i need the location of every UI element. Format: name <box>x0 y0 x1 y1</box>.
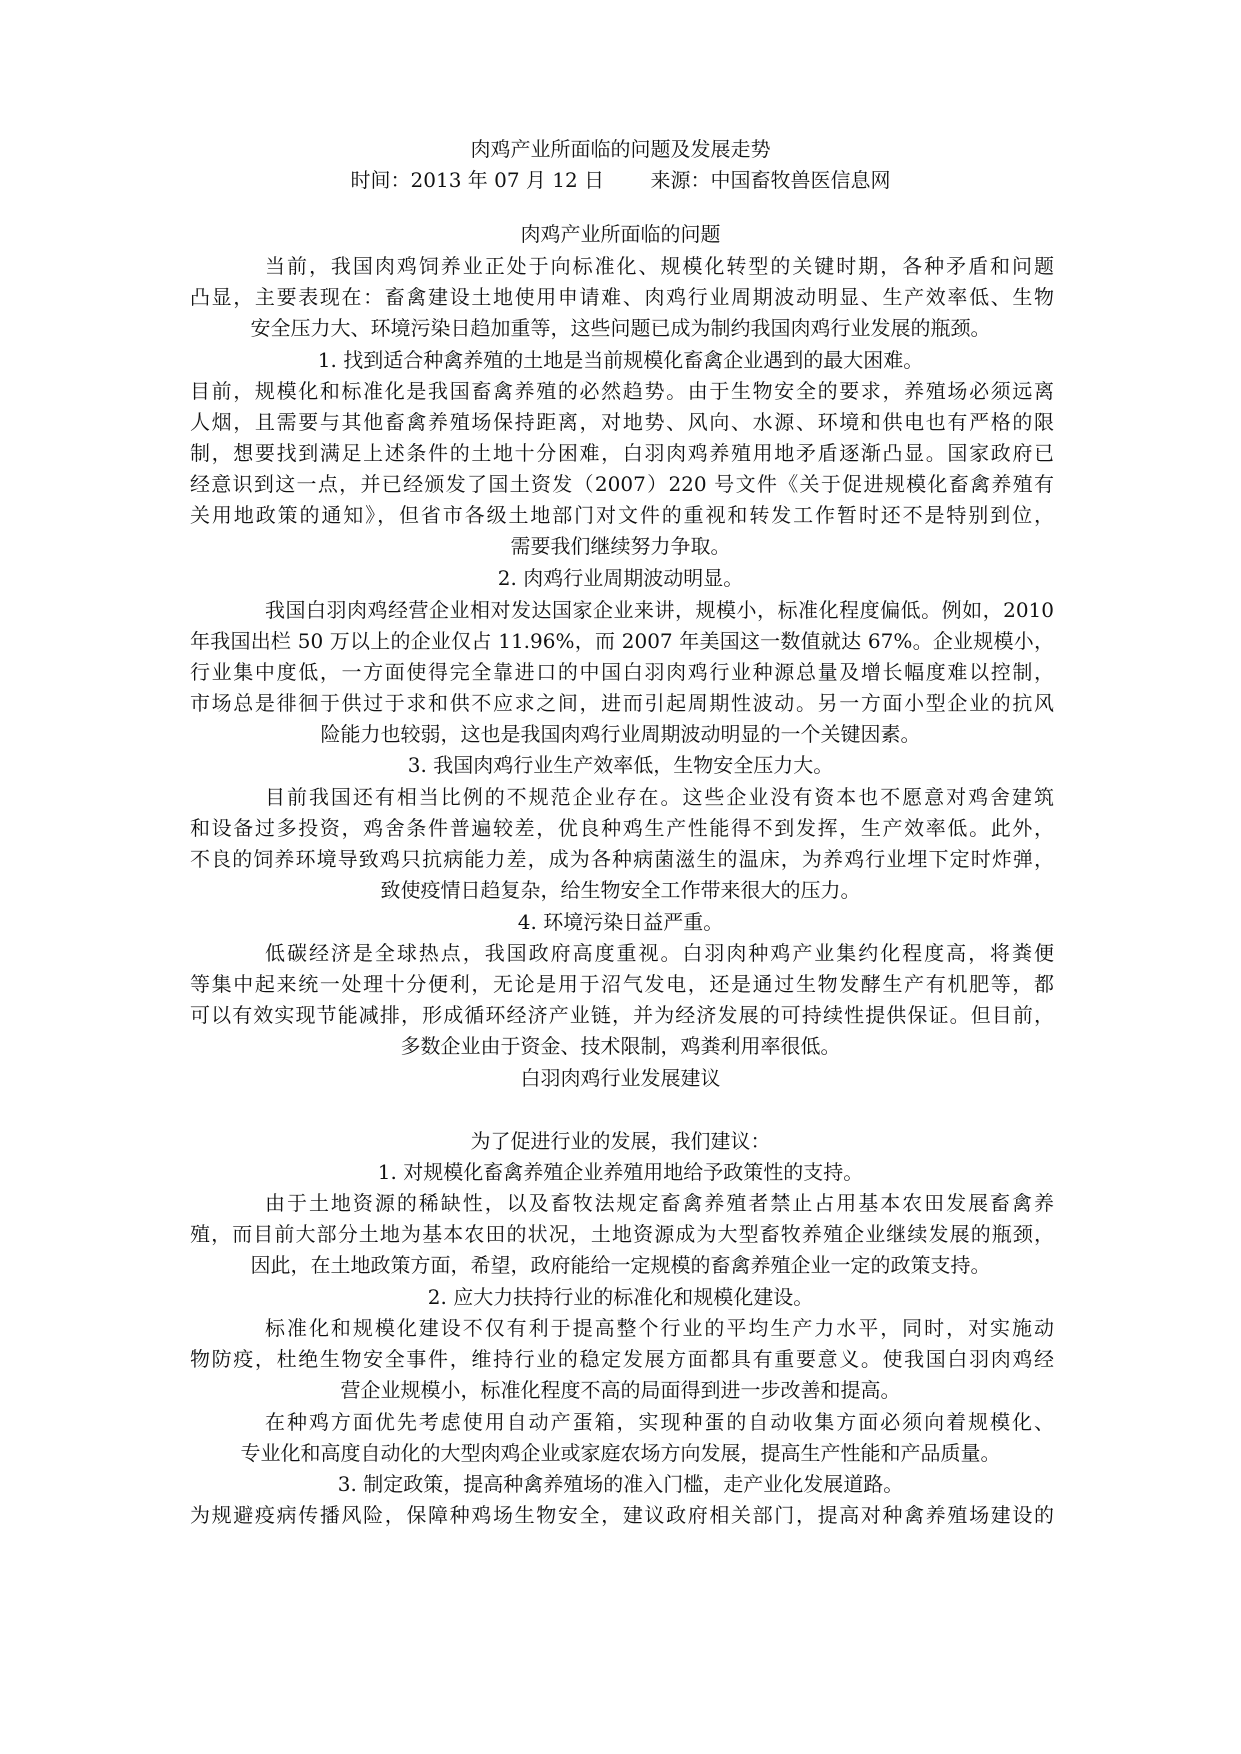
problem-2-heading: 2. 肉鸡行业周期波动明显。 <box>497 566 744 590</box>
suggestion-3-heading: 3. 制定政策，提高种禽养殖场的准入门槛，走产业化发展道路。 <box>337 1472 904 1496</box>
problem-3-line: 致使疫情日趋复杂，给生物安全工作带来很大的压力。 <box>380 878 861 902</box>
problem-1-line: 经意识到这一点，并已经颁发了国土资发（2007）220 号文件《关于促进规模化畜禽养殖有 <box>190 472 1054 496</box>
problem-2-line: 我国白羽肉鸡经营企业相对发达国家企业来讲，规模小，标准化程度偏低。例如，2010 <box>265 598 1054 622</box>
intro-line: 安全压力大、环境污染日趋加重等，这些问题已成为制约我国肉鸡行业发展的瓶颈。 <box>250 316 991 340</box>
problem-3-line: 和设备过多投资，鸡舍条件普遍较差，优良种鸡生产性能得不到发挥，生产效率低。此外， <box>190 816 1054 840</box>
suggestions-intro: 为了促进行业的发展，我们建议： <box>470 1129 771 1153</box>
suggestion-1-heading: 1. 对规模化畜禽养殖企业养殖用地给予政策性的支持。 <box>377 1160 864 1184</box>
problem-4-line: 等集中起来统一处理十分便利，无论是用于沼气发电，还是通过生物发酵生产有机肥等，都 <box>190 972 1054 996</box>
problem-2-line: 市场总是徘徊于供过于求和供不应求之间，进而引起周期性波动。另一方面小型企业的抗风 <box>190 691 1054 715</box>
problem-1-line: 目前，规模化和标准化是我国畜禽养殖的必然趋势。由于生物安全的要求，养殖场必须远离 <box>190 379 1054 403</box>
problem-3-line: 目前我国还有相当比例的不规范企业存在。这些企业没有资本也不愿意对鸡舍建筑 <box>265 785 1054 809</box>
problem-4-line: 多数企业由于资金、技术限制，鸡粪利用率很低。 <box>400 1034 841 1058</box>
suggestion-2b-line: 专业化和高度自动化的大型肉鸡企业或家庭农场方向发展，提高生产性能和产品质量。 <box>240 1441 1001 1465</box>
problem-4-line: 低碳经济是全球热点，我国政府高度重视。白羽肉种鸡产业集约化程度高，将粪便 <box>265 941 1054 965</box>
document-title: 肉鸡产业所面临的问题及发展走势 <box>470 137 771 161</box>
problem-1-line: 制，想要找到满足上述条件的土地十分困难，白羽肉鸡养殖用地矛盾逐渐凸显。国家政府已 <box>190 441 1054 465</box>
problem-3-line: 不良的饲养环境导致鸡只抗病能力差，成为各种病菌滋生的温床，为养鸡行业埋下定时炸弹， <box>190 847 1054 871</box>
suggestion-2-line: 标准化和规模化建设不仅有利于提高整个行业的平均生产力水平，同时，对实施动 <box>265 1316 1054 1340</box>
problem-2-line: 险能力也较弱，这也是我国肉鸡行业周期波动明显的一个关键因素。 <box>320 722 921 746</box>
problem-3-heading: 3. 我国肉鸡行业生产效率低，生物安全压力大。 <box>407 753 834 777</box>
problem-2-line: 行业集中度低，一方面使得完全靠进口的中国白羽肉鸡行业种源总量及增长幅度难以控制， <box>190 660 1054 684</box>
suggestion-2b-line: 在种鸡方面优先考虑使用自动产蛋箱，实现种蛋的自动收集方面必须向着规模化、 <box>265 1410 1054 1434</box>
suggestion-2-heading: 2. 应大力扶持行业的标准化和规模化建设。 <box>427 1285 814 1309</box>
problem-4-heading: 4. 环境污染日益严重。 <box>517 910 724 934</box>
problem-1-line: 人烟，且需要与其他畜禽养殖场保持距离，对地势、风向、水源、环境和供电也有严格的限 <box>190 410 1054 434</box>
problem-4-line: 可以有效实现节能减排，形成循环经济产业链，并为经济发展的可持续性提供保证。但目前， <box>190 1003 1054 1027</box>
problem-1-line: 需要我们继续努力争取。 <box>510 534 731 558</box>
meta-line: 时间：2013 年 07 月 12 日 来源：中国畜牧兽医信息网 <box>350 168 891 192</box>
suggestion-1-line: 由于土地资源的稀缺性，以及畜牧法规定畜禽养殖者禁止占用基本农田发展畜禽养 <box>265 1191 1054 1215</box>
section-heading-suggestions: 白羽肉鸡行业发展建议 <box>520 1066 721 1090</box>
suggestion-1-line: 因此，在土地政策方面，希望，政府能给一定规模的畜禽养殖企业一定的政策支持。 <box>250 1253 991 1277</box>
problem-2-line: 年我国出栏 50 万以上的企业仅占 11.96%，而 2007 年美国这一数值就达 67%。企业规模小， <box>190 629 1054 653</box>
intro-line: 当前，我国肉鸡饲养业正处于向标准化、规模化转型的关键时期，各种矛盾和问题 <box>265 254 1054 278</box>
problem-1-heading: 1. 找到适合种禽养殖的土地是当前规模化畜禽企业遇到的最大困难。 <box>317 348 924 372</box>
section-heading-problems: 肉鸡产业所面临的问题 <box>520 222 721 246</box>
suggestion-3-line: 为规避疫病传播风险，保障种鸡场生物安全，建议政府相关部门，提高对种禽养殖场建设的 <box>190 1503 1054 1527</box>
suggestion-1-line: 殖，而目前大部分土地为基本农田的状况，土地资源成为大型畜牧养殖企业继续发展的瓶颈， <box>190 1222 1054 1246</box>
problem-1-line: 关用地政策的通知》，但省市各级土地部门对文件的重视和转发工作暂时还不是特别到位， <box>190 503 1054 527</box>
suggestion-2-line: 营企业规模小，标准化程度不高的局面得到进一步改善和提高。 <box>340 1378 901 1402</box>
intro-line: 凸显，主要表现在：畜禽建设土地使用申请难、肉鸡行业周期波动明显、生产效率低、生物 <box>190 285 1054 309</box>
suggestion-2-line: 物防疫，杜绝生物安全事件，维持行业的稳定发展方面都具有重要意义。使我国白羽肉鸡经 <box>190 1347 1054 1371</box>
